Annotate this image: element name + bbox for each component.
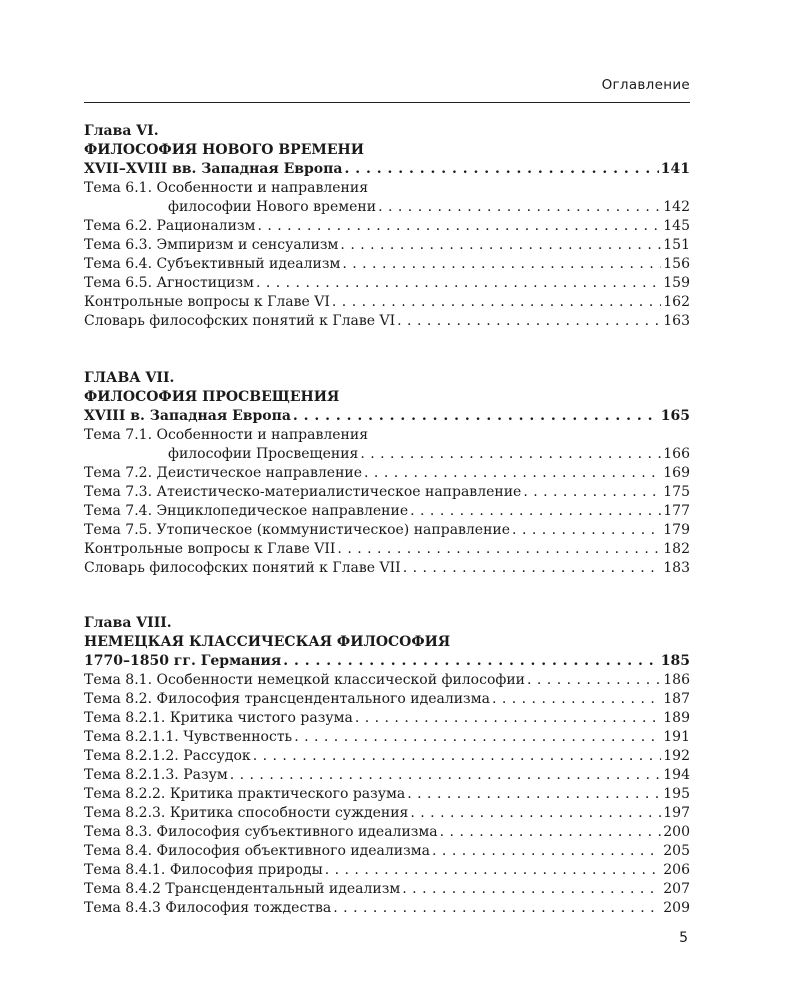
toc-entry[interactable] [84, 652, 690, 671]
toc-entry[interactable] [84, 861, 690, 880]
page-ref: 206 [663, 862, 690, 878]
page-ref: 209 [663, 900, 690, 916]
entry-text: Тема 7.4. Энциклопедическое направление [84, 503, 409, 519]
dot-leader [397, 312, 661, 331]
entry-text: Тема 8.4.1. Философия природы [84, 862, 323, 878]
dot-leader [364, 464, 661, 483]
page-ref: 189 [663, 710, 690, 726]
toc-entry[interactable] [84, 464, 690, 483]
entry-text: философии Просвещения [168, 446, 359, 462]
dot-leader [360, 445, 661, 464]
entry-text: Словарь философских понятий к Главе VI [84, 313, 396, 329]
page-ref: 145 [663, 218, 690, 234]
page-ref: 159 [663, 275, 690, 291]
toc-entry[interactable] [84, 217, 690, 236]
toc-entry[interactable] [84, 559, 690, 578]
dot-leader [378, 198, 661, 217]
dot-leader [230, 766, 662, 785]
dot-leader [257, 217, 661, 236]
toc-entry[interactable] [84, 445, 690, 464]
dot-leader [407, 785, 661, 804]
dot-leader [492, 690, 661, 709]
entry-text: Тема 7.5. Утопическое (коммунистическое) направление [84, 522, 511, 538]
page-ref: 205 [663, 843, 690, 859]
entry-text: Тема 8.4.3 Философия тождества [84, 900, 332, 916]
toc-entry[interactable] [84, 198, 690, 217]
toc-entry[interactable] [84, 823, 690, 842]
toc-entry[interactable] [84, 293, 690, 312]
dot-leader [410, 804, 661, 823]
entry-text: философии Нового времени [168, 199, 377, 215]
chapter-title: ФИЛОСОФИЯ ПРОСВЕЩЕНИЯ [84, 389, 340, 405]
toc-entry[interactable] [84, 671, 690, 690]
chapter-title: НЕМЕЦКАЯ КЛАССИЧЕСКАЯ ФИЛОСОФИЯ [84, 634, 451, 650]
toc-entry[interactable] [84, 255, 690, 274]
dot-leader [440, 823, 662, 842]
running-header [84, 74, 690, 103]
entry-text: Тема 8.1. Особенности немецкой классической философии [84, 672, 525, 688]
entry-text: 1770–1850 гг. Германия [84, 653, 282, 669]
entry-text: Тема 8.2.1.1. Чувственность [84, 729, 293, 745]
toc-entry[interactable] [84, 483, 690, 502]
page-ref: 169 [663, 465, 690, 481]
entry-text: XVII–XVIII вв. Западная Европа [84, 161, 343, 177]
entry-text: Тема 7.3. Атеистическо-материалистическое направление [84, 484, 522, 500]
entry-text: Тема 6.3. Эмпиризм и сенсуализм [84, 237, 339, 253]
page-ref: 187 [663, 691, 690, 707]
table-of-contents [84, 122, 690, 956]
entry-text: Тема 6.4. Субъективный идеализм [84, 256, 341, 272]
entry-text: Контрольные вопросы к Главе VI [84, 294, 330, 310]
dot-leader [256, 274, 661, 293]
toc-entry[interactable] [84, 690, 690, 709]
dot-leader [325, 861, 662, 880]
chapter-7 [84, 369, 690, 578]
toc-entry-line1[interactable]: Тема 7.1. Особенности и направления [84, 427, 369, 443]
chapter-label: Глава VI. [84, 123, 159, 139]
page-ref: 165 [660, 408, 690, 424]
entry-text: Тема 8.2.3. Критика способности суждения [84, 805, 409, 821]
entry-text: Контрольные вопросы к Главе VII [84, 541, 336, 557]
toc-entry[interactable] [84, 747, 690, 766]
page-ref: 175 [663, 484, 690, 500]
page-ref: 194 [663, 767, 690, 783]
header-title: Оглавление [601, 77, 690, 93]
entry-text: Тема 7.2. Деистическое направление [84, 465, 363, 481]
entry-text: Словарь философских понятий к Главе VII [84, 560, 401, 576]
toc-entry[interactable] [84, 160, 690, 179]
dot-leader [340, 236, 661, 255]
entry-text: Тема 8.2.1. Критика чистого разума [84, 710, 353, 726]
toc-entry[interactable] [84, 880, 690, 899]
page-ref: 182 [663, 541, 690, 557]
page-ref: 195 [663, 786, 690, 802]
dot-leader [403, 559, 662, 578]
entry-text: Тема 8.4.2 Трансцендентальный идеализм [84, 881, 401, 897]
dot-leader [342, 255, 661, 274]
dot-leader [402, 880, 661, 899]
entry-text: Тема 6.2. Рационализм [84, 218, 256, 234]
dot-leader [332, 293, 661, 312]
entry-text: XVIII в. Западная Европа [84, 408, 291, 424]
toc-entry[interactable] [84, 728, 690, 747]
page-ref: 183 [663, 560, 690, 576]
toc-entry[interactable] [84, 899, 690, 918]
page-ref: 200 [663, 824, 690, 840]
page-ref: 197 [663, 805, 690, 821]
entry-text: Тема 8.3. Философия субъективного идеализма [84, 824, 438, 840]
toc-entry[interactable] [84, 407, 690, 426]
dot-leader [283, 652, 658, 671]
dot-leader [344, 160, 658, 179]
chapter-8 [84, 614, 690, 918]
dot-leader [253, 747, 662, 766]
toc-entry[interactable] [84, 521, 690, 540]
page-ref: 177 [663, 503, 690, 519]
toc-entry[interactable] [84, 540, 690, 559]
page-ref: 162 [663, 294, 690, 310]
page-ref: 207 [663, 881, 690, 897]
toc-entry[interactable] [84, 274, 690, 293]
chapter-title: ФИЛОСОФИЯ НОВОГО ВРЕМЕНИ [84, 142, 364, 158]
page-ref: 151 [663, 237, 690, 253]
page-ref: 141 [660, 161, 690, 177]
entry-text: Тема 6.5. Агностицизм [84, 275, 254, 291]
dot-leader [432, 842, 661, 861]
toc-entry[interactable] [84, 785, 690, 804]
page-ref: 191 [663, 729, 690, 745]
dot-leader [410, 502, 661, 521]
toc-entry[interactable] [84, 312, 690, 331]
entry-text: Тема 8.2. Философия трансцендентального идеализма [84, 691, 490, 707]
toc-entry-line1[interactable]: Тема 6.1. Особенности и направления [84, 180, 369, 196]
page-ref: 142 [663, 199, 690, 215]
dot-leader [355, 709, 661, 728]
entry-text: Тема 8.2.1.3. Разум [84, 767, 228, 783]
page-ref: 185 [660, 653, 690, 669]
dot-leader [337, 540, 661, 559]
page-ref: 179 [663, 522, 690, 538]
dot-leader [333, 899, 661, 918]
toc-entry[interactable] [84, 236, 690, 255]
toc-entry[interactable] [84, 502, 690, 521]
page-ref: 186 [663, 672, 690, 688]
page-ref: 163 [663, 313, 690, 329]
page-ref: 192 [663, 748, 690, 764]
chapter-6 [84, 122, 690, 331]
page-ref: 156 [663, 256, 690, 272]
toc-entry[interactable] [84, 766, 690, 785]
entry-text: Тема 8.4. Философия объективного идеализма [84, 843, 431, 859]
dot-leader [527, 671, 661, 690]
dot-leader [294, 728, 661, 747]
dot-leader [293, 407, 659, 426]
entry-text: Тема 8.2.2. Критика практического разума [84, 786, 406, 802]
entry-text: Тема 8.2.1.2. Рассудок [84, 748, 251, 764]
dot-leader [512, 521, 661, 540]
dot-leader [523, 483, 661, 502]
toc-entry[interactable] [84, 709, 690, 728]
page-number: 5 [679, 930, 688, 946]
chapter-label: ГЛАВА VII. [84, 370, 175, 386]
chapter-label: Глава VIII. [84, 615, 172, 631]
toc-entry[interactable] [84, 804, 690, 823]
toc-entry[interactable] [84, 842, 690, 861]
page-ref: 166 [663, 446, 690, 462]
